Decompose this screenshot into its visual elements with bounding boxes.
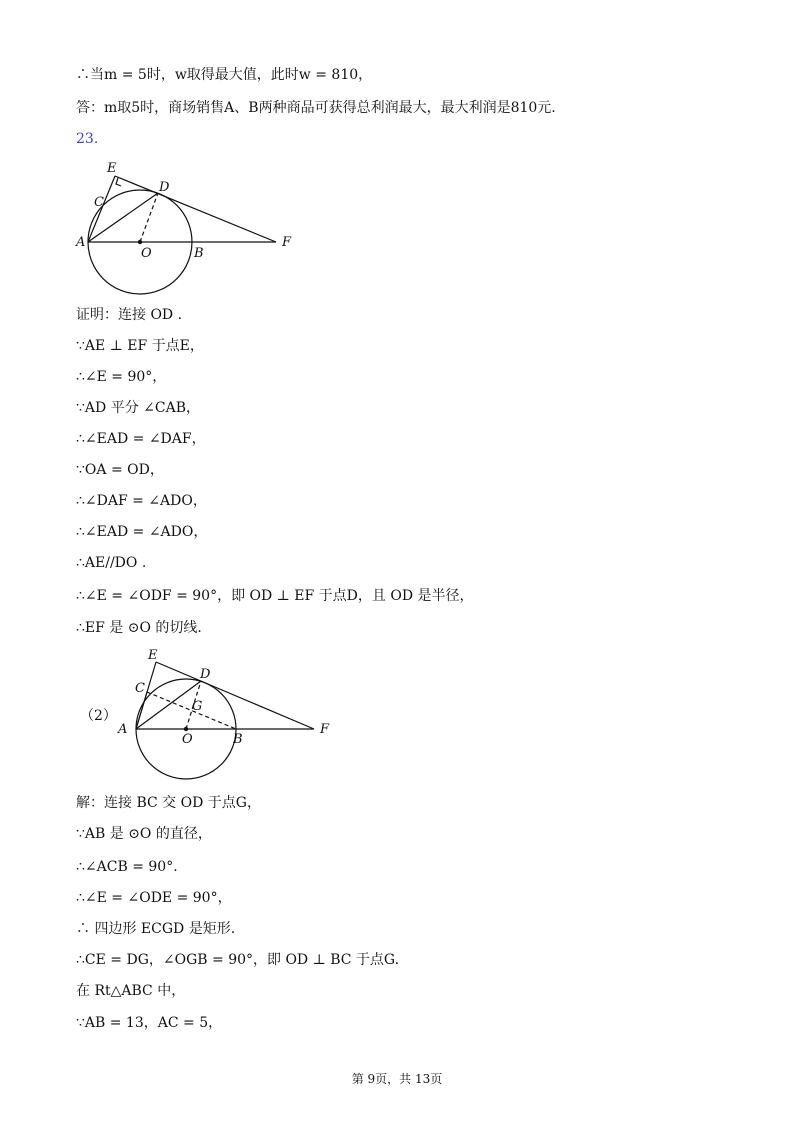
label-d: D [159,180,170,195]
label-b: B [194,246,204,261]
proof-line-7: ∴∠DAF = ∠ADO， [76,493,207,509]
proof-line-4: ∵AD 平分 ∠CAB， [76,400,200,416]
label-a: A [118,722,128,737]
geometry-figure-2 [114,644,344,784]
solution-line-2: ∵AB 是 ⊙O 的直径， [76,826,212,842]
proof-line-5: ∴∠EAD = ∠DAF， [76,431,206,447]
label-e: E [148,648,158,663]
line-od [140,193,158,242]
proof-line-10: ∴∠E = ∠ODF = 90°，即 OD ⊥ EF 于点D，且 OD 是半径， [76,588,474,604]
proof-line-11: ∴EF 是 ⊙O 的切线. [76,620,202,636]
solution-line-4: ∴∠E = ∠ODE = 90°， [76,890,232,906]
label-f: F [320,722,330,737]
label-c: C [135,681,145,696]
label-a: A [76,235,86,250]
text-line-max-value: ∴当m = 5时，w取得最大值，此时w = 810， [76,67,373,83]
label-b: B [233,732,243,747]
proof-line-9: ∴AE//DO . [76,555,147,571]
geometry-figure-1 [70,153,310,303]
proof-line-1: 证明：连接 OD . [76,307,183,323]
text-line-answer: 答：m取5时，商场销售A、B两种商品可获得总利润最大，最大利润是810元. [76,100,556,116]
label-e: E [107,161,117,176]
line-ef [115,176,276,242]
label-g: G [192,699,203,714]
label-c: C [94,195,104,210]
part-2-label: （2） [80,708,117,724]
question-number: 23. [76,131,99,147]
solution-line-5: ∴ 四边形 ECGD 是矩形. [76,921,236,937]
solution-line-6: ∴CE = DG，∠OGB = 90°，即 OD ⊥ BC 于点G. [76,952,400,968]
label-d: D [200,667,211,682]
line-ac [136,692,147,729]
right-angle-mark [116,178,121,186]
center-point [138,240,142,244]
solution-line-7: 在 Rt△ABC 中， [76,983,186,999]
page-footer: 第 9页，共 13页 [351,1072,443,1086]
proof-line-2: ∵AE ⊥ EF 于点E， [76,338,204,354]
solution-line-1: 解：连接 BC 交 OD 于点G， [76,795,261,811]
solution-line-8: ∵AB = 13，AC = 5， [76,1015,223,1031]
label-o: O [141,246,152,261]
solution-line-3: ∴∠ACB = 90°. [76,859,178,875]
center-point [184,727,188,731]
label-f: F [282,235,292,250]
label-o: O [182,732,193,747]
proof-line-3: ∴∠E = 90°， [76,369,167,385]
proof-line-8: ∴∠EAD = ∠ADO， [76,524,208,540]
proof-line-6: ∵OA = OD， [76,462,164,478]
